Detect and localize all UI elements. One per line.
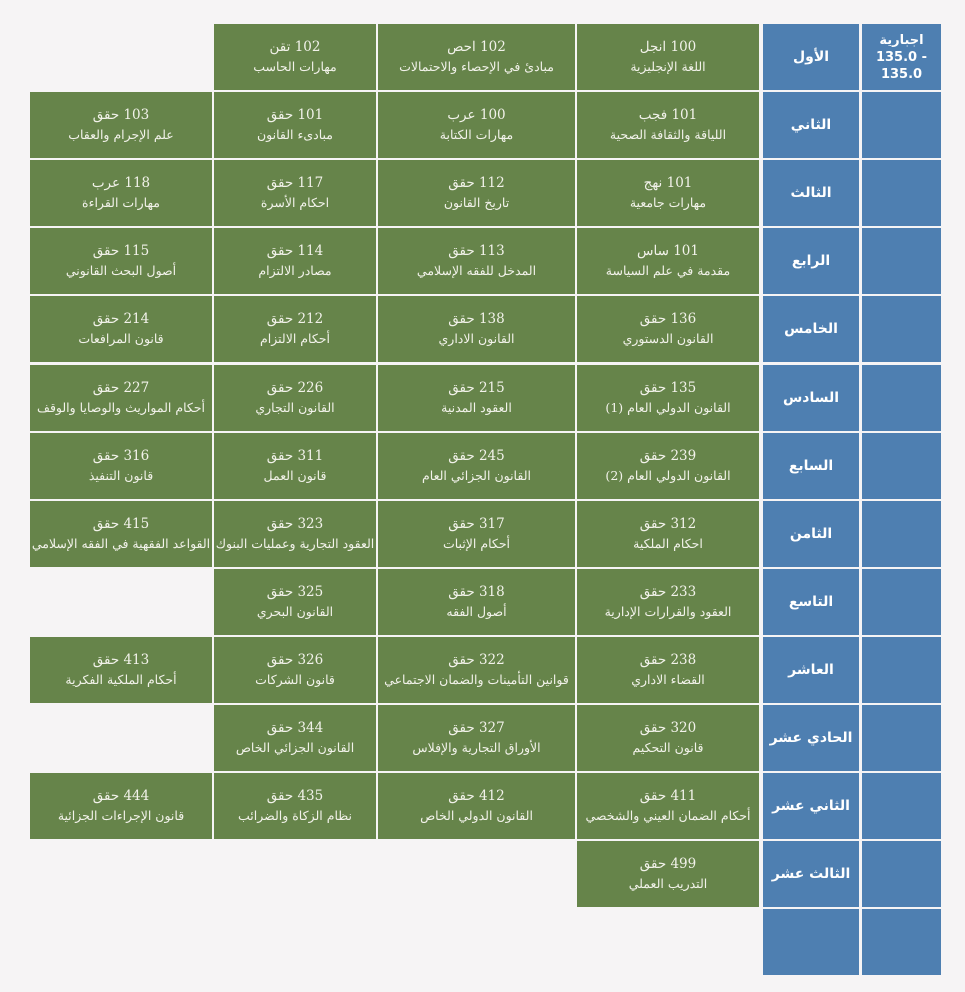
course-title: قانون الشركات [255,672,335,687]
course-code: 215 حقق [448,380,505,396]
credit-cell [862,433,941,499]
course-cell[interactable] [378,160,575,226]
course-code: 499 حقق [639,856,697,872]
course-code: 114 حقق [266,243,324,259]
course-cell[interactable] [30,296,212,362]
credit-cell [862,569,941,635]
course-title: القانون الدستوري [622,331,714,346]
course-code: 312 حقق [639,516,697,532]
level-label [763,909,859,975]
level-label: الثالث عشر [763,841,859,907]
course-title: اللغة الإنجليزية [630,59,706,74]
course-code: 113 حقق [448,243,505,259]
course-title: علم الإجرام والعقاب [68,127,174,142]
course-cell[interactable] [378,501,575,567]
course-cell[interactable] [214,569,376,635]
course-title: القواعد الفقهية في الفقه الإسلامي [31,536,211,551]
course-code: 214 حقق [92,311,150,327]
course-cell[interactable] [378,365,575,431]
course-cell[interactable] [214,773,376,839]
course-cell[interactable] [378,637,575,703]
course-code: 311 حقق [266,448,324,464]
course-title: القانون التجاري [255,400,335,415]
credit-cell [862,160,941,226]
course-code: 102 احص [447,39,506,55]
course-cell[interactable] [577,773,759,839]
course-code: 317 حقق [448,516,505,532]
level-label: الرابع [763,228,859,294]
course-code: 100 عرب [447,107,506,123]
course-code: 323 حقق [266,516,324,532]
course-title: أصول الفقه [446,604,507,619]
course-cell[interactable] [378,773,575,839]
course-title: مبادىء القانون [256,127,333,142]
course-cell[interactable] [214,433,376,499]
course-code: 135 حقق [639,380,697,396]
level-label: الثامن [763,501,859,567]
course-title: أصول البحث القانوني [65,263,177,278]
course-cell[interactable] [378,705,575,771]
course-cell[interactable] [378,433,575,499]
credit-cell [862,841,941,907]
course-title: تاريخ القانون [443,195,510,210]
course-title: القانون الاداري [438,331,515,346]
course-code: 226 حقق [266,380,324,396]
course-code: 444 حقق [92,788,150,804]
course-cell[interactable] [378,569,575,635]
level-label: العاشر [763,637,859,703]
course-cell[interactable] [577,841,759,907]
course-cell[interactable] [577,160,759,226]
course-title: الأوراق التجارية والإفلاس [412,740,541,755]
course-cell[interactable] [214,160,376,226]
course-code: 101 فجب [638,107,698,123]
course-code: 101 حقق [266,107,324,123]
course-title: أحكام الملكية الفكرية [65,672,177,687]
course-cell[interactable] [577,228,759,294]
level-label: السابع [763,433,859,499]
course-code: 322 حقق [448,652,505,668]
credit-cell [862,909,941,975]
course-code: 138 حقق [448,311,505,327]
course-cell[interactable] [378,24,575,90]
level-label: الثاني [763,92,859,158]
course-title: أحكام الإثبات [442,536,511,551]
course-code: 325 حقق [266,584,324,600]
course-code: 136 حقق [639,311,697,327]
course-cell[interactable] [214,92,376,158]
course-cell[interactable] [577,637,759,703]
course-cell[interactable] [30,433,212,499]
course-code: 245 حقق [448,448,505,464]
course-cell[interactable] [30,160,212,226]
course-title: مقدمة في علم السياسة [605,263,731,278]
level-label: الثاني عشر [763,773,859,839]
course-code: 435 حقق [266,788,324,804]
course-code: 318 حقق [448,584,505,600]
course-cell[interactable] [214,228,376,294]
course-code: 411 حقق [639,788,697,804]
course-code: 101 نهج [643,175,693,191]
level-label: الحادي عشر [763,705,859,771]
course-cell[interactable] [577,92,759,158]
course-title: اللياقة والثقافة الصحية [609,127,727,142]
course-title: احكام الأسرة [260,195,330,210]
course-title: قوانين التأمينات والضمان الاجتماعي [384,672,569,687]
course-cell[interactable] [577,501,759,567]
course-title: مهارات جامعية [629,195,707,210]
course-cell[interactable] [30,92,212,158]
course-code: 326 حقق [266,652,324,668]
course-code: 101 ساس [637,243,699,259]
course-title: المدخل للفقه الإسلامي [416,263,537,278]
course-code: 344 حقق [266,720,324,736]
course-cell[interactable] [30,773,212,839]
course-code: 327 حقق [448,720,505,736]
credit-range-line2: 135.0 [880,66,923,82]
level-label: الخامس [763,296,859,362]
course-code: 239 حقق [639,448,697,464]
credit-cell [862,228,941,294]
course-title: مهارات القراءة [82,195,160,210]
course-title: نظام الزكاة والضرائب [238,808,352,823]
credit-cell [862,773,941,839]
credit-cell [862,501,941,567]
course-code: 118 عرب [91,175,151,191]
course-title: قانون التحكيم [632,740,704,755]
credit-cell [862,705,941,771]
credit-cell [862,92,941,158]
course-code: 413 حقق [92,652,150,668]
course-code: 233 حقق [639,584,697,600]
course-cell[interactable] [577,569,759,635]
course-title: القانون الجزائي العام [422,468,531,483]
course-code: 415 حقق [92,516,150,532]
course-code: 112 حقق [448,175,505,191]
course-code: 320 حقق [639,720,697,736]
course-cell[interactable] [378,92,575,158]
course-code: 115 حقق [92,243,150,259]
course-code: 238 حقق [639,652,697,668]
course-cell[interactable] [214,501,376,567]
course-title: أحكام المواريث والوصايا والوقف [37,400,205,415]
credit-cell [862,365,941,431]
level-label: الثالث [763,160,859,226]
level-label: السادس [763,365,859,431]
course-code: 117 حقق [266,175,324,191]
credit-label: اجبارية [879,32,924,48]
course-cell[interactable] [214,365,376,431]
course-code: 316 حقق [92,448,150,464]
credit-cell [862,637,941,703]
course-cell[interactable] [378,296,575,362]
course-code: 100 انجل [639,39,697,55]
course-title: القانون الدولي العام (2) [605,468,731,483]
course-title: القانون البحري [256,604,334,619]
course-code: 102 تقن [269,39,321,55]
course-title: مبادئ في الإحصاء والاحتمالات [399,59,554,74]
course-cell[interactable] [214,637,376,703]
course-cell[interactable] [214,24,376,90]
course-code: 412 حقق [448,788,505,804]
course-title: العقود التجارية وعمليات البنوك [215,536,375,551]
course-title: أحكام الالتزام [260,331,330,346]
course-title: قانون المرافعات [78,331,164,346]
level-label: الأول [763,24,859,90]
course-title: قانون التنفيذ [88,468,154,483]
course-title: احكام الملكية [633,536,703,551]
credit-header-cell [862,24,941,90]
course-cell[interactable] [577,365,759,431]
course-code: 212 حقق [266,311,324,327]
course-title: القانون الدولي الخاص [420,808,533,823]
course-title: القانون الجزائي الخاص [235,740,355,755]
course-code: 103 حقق [92,107,150,123]
course-cell[interactable] [577,24,759,90]
course-title: التدريب العملي [628,876,708,891]
course-title: مهارات الحاسب [253,59,337,74]
course-title: القانون الدولي العام (1) [605,400,731,415]
course-cell[interactable] [30,228,212,294]
course-cell[interactable] [378,228,575,294]
course-cell[interactable] [577,433,759,499]
course-cell[interactable] [214,705,376,771]
course-title: القضاء الاداري [631,672,705,687]
course-code: 227 حقق [92,380,150,396]
credit-range-line1: 135.0 - [875,49,928,65]
course-cell[interactable] [30,637,212,703]
course-cell[interactable] [214,296,376,362]
course-cell[interactable] [577,296,759,362]
course-title: قانون العمل [263,468,327,483]
course-title: قانون الإجراءات الجزائية [57,808,185,823]
course-title: مهارات الكتابة [439,127,514,142]
course-title: العقود والقرارات الإدارية [604,604,732,619]
credit-cell [862,296,941,362]
course-cell[interactable] [30,365,212,431]
course-title: العقود المدنية [441,400,512,415]
course-cell[interactable] [577,705,759,771]
course-title: أحكام الضمان العيني والشخصي [585,808,751,823]
level-label: التاسع [763,569,859,635]
course-cell[interactable] [30,501,212,567]
course-title: مصادر الالتزام [258,263,332,278]
